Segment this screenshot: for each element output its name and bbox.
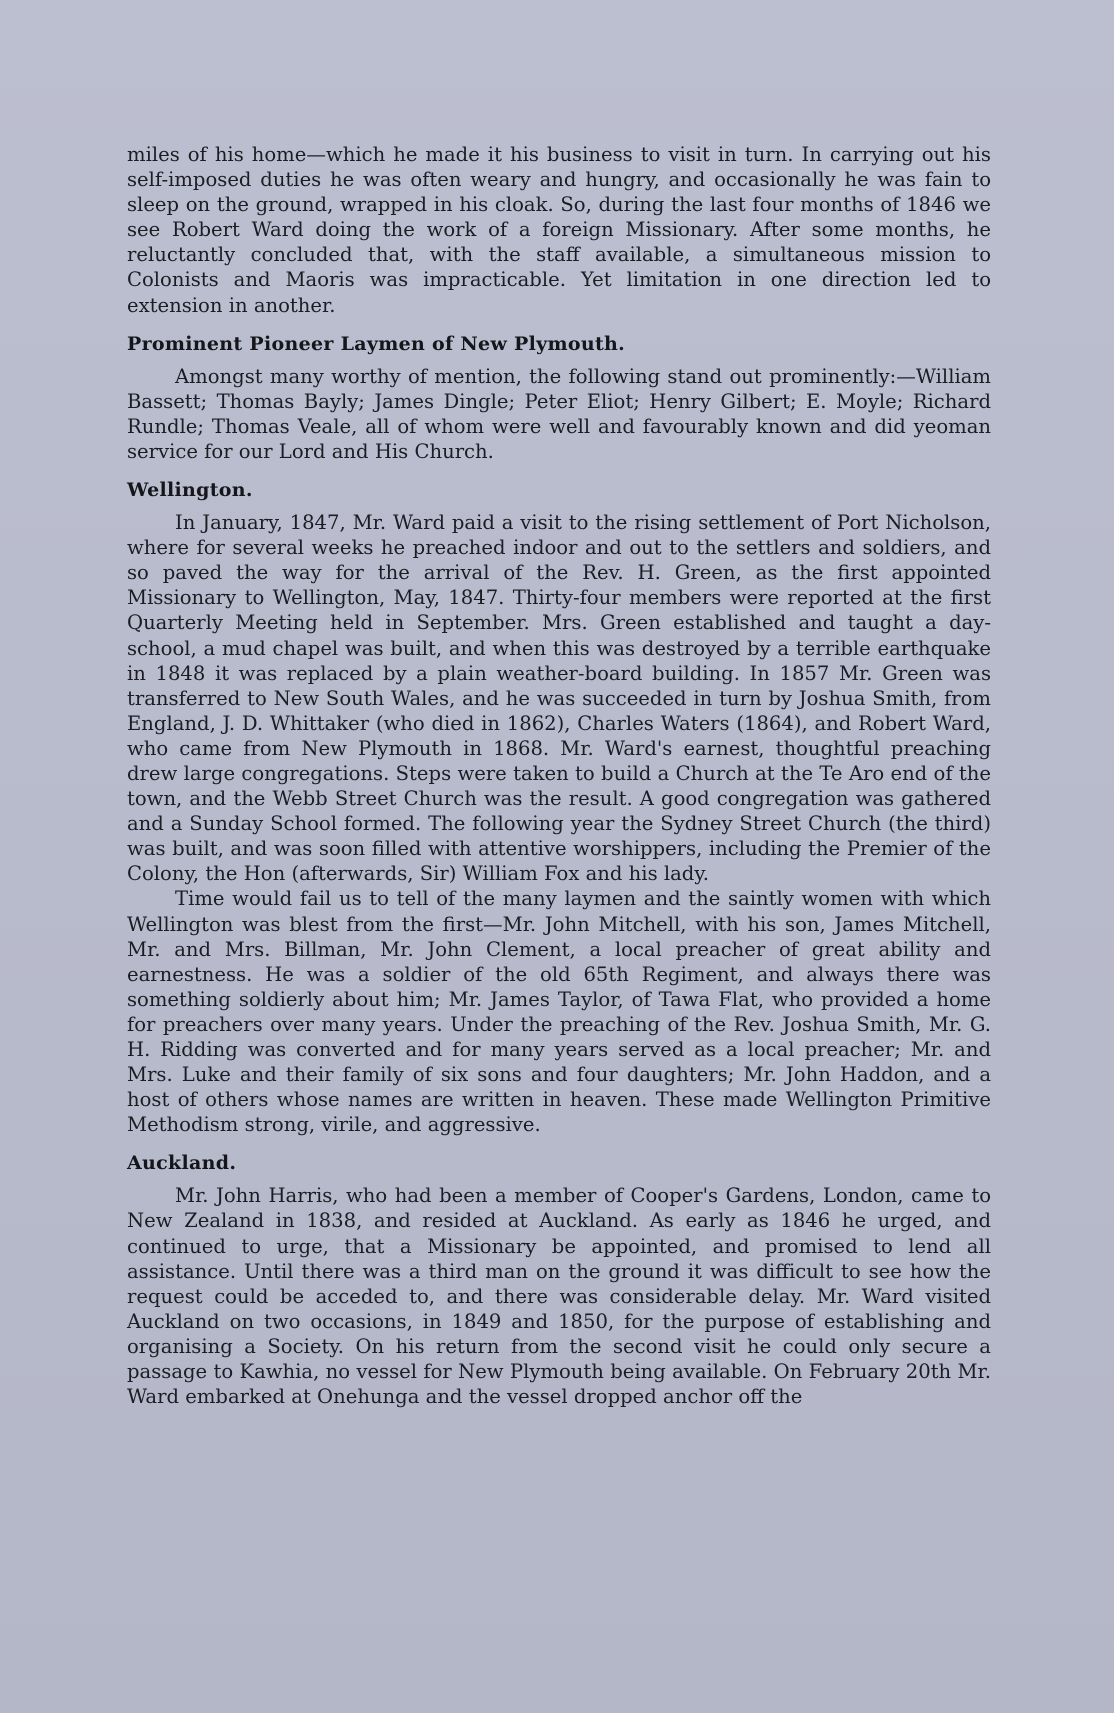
section-heading: Prominent Pioneer Laymen of New Plymouth. — [127, 332, 626, 355]
section-auckland — [127, 1151, 991, 1409]
document-body — [127, 142, 991, 1409]
section-heading: Auckland. — [127, 1152, 237, 1175]
paragraph: Amongst many worthy of mention, the following stand out prominently:—William Bassett; Thomas Bayly; James Dingle; Peter Eliot; Henry Gilbert; E. Moyle; Richard Rundle; Thomas Veale, all of whom were well and favourably known and did yeoman service for our Lord and His Church. — [127, 364, 991, 463]
intro-paragraph: miles of his home—which he made it his business to visit in turn. In carrying out his self-imposed duties he was often weary and hungry, and occasionally he was fain to sleep on the ground, wrapped in his cloak. So, during the last four months of 1846 we see Robert Ward doing the work of a foreign Missionary. After some months, he reluctantly concluded that, with the staff available, a simultaneous mission to Colonists and Maoris was impracticable. Yet limitation in one direction led to extension in another. — [127, 143, 991, 317]
section-heading: Wellington. — [127, 479, 253, 502]
paragraph: In January, 1847, Mr. Ward paid a visit to the rising settlement of Port Nicholson, where for several weeks he preached indoor and out to the settlers and soldiers, and so paved the way for the arrival of the Rev. H. Green, as the first appointed Missionary to Wellington, May, 1847. Thirty-four members were reported at the first Quarterly Meeting held in September. Mrs. Green established and taught a day-school, a mud chapel was built, and when this was destroyed by a terrible earthquake in 1848 it was replaced by a plain weather-board building. In 1857 Mr. Green was transferred to New South Wales, and he was succeeded in turn by Joshua Smith, from England, J. D. Whittaker (who died in 1862), Charles Waters (1864), and Robert Ward, who came from New Plymouth in 1868. Mr. Ward's earnest, thoughtful preaching drew large congregations. Steps were taken to build a Church at the Te Aro end of the town, and the Webb Street Church was the result. A good congregation was gathered and a Sunday School formed. The following year the Sydney Street Church (the third) was built, and was soon filled with attentive worshippers, including the Premier of the Colony, the Hon (afterwards, Sir) William Fox and his lady. — [127, 511, 991, 886]
section-wellington — [127, 478, 991, 1137]
paragraph: Mr. John Harris, who had been a member of Cooper's Gardens, London, came to New Zealand in 1838, and resided at Auckland. As early as 1846 he urged, and continued to urge, that a Missionary be appointed, and promised to lend all assistance. Until there was a third man on the ground it was difficult to see how the request could be acceded to, and there was considerable delay. Mr. Ward visited Auckland on two occasions, in 1849 and 1850, for the purpose of establishing and organising a Society. On his return from the second visit he could only secure a passage to Kawhia, no vessel for New Plymouth being available. On February 20th Mr. Ward embarked at Onehunga and the vessel dropped anchor off the — [127, 1184, 991, 1409]
section-new-plymouth-laymen — [127, 332, 991, 464]
paragraph: Time would fail us to tell of the many laymen and the saintly women with which Wellington was blest from the first—Mr. John Mitchell, with his son, James Mitchell, Mr. and Mrs. Billman, Mr. John Clement, a local preacher of great ability and earnestness. He was a soldier of the old 65th Regiment, and always there was something soldierly about him; Mr. James Taylor, of Tawa Flat, who provided a home for preachers over many years. Under the preaching of the Rev. Joshua Smith, Mr. G. H. Ridding was converted and for many years served as a local preacher; Mr. and Mrs. Luke and their family of six sons and four daughters; Mr. John Haddon, and a host of others whose names are written in heaven. These made Wellington Primitive Methodism strong, virile, and aggressive. — [127, 887, 991, 1137]
